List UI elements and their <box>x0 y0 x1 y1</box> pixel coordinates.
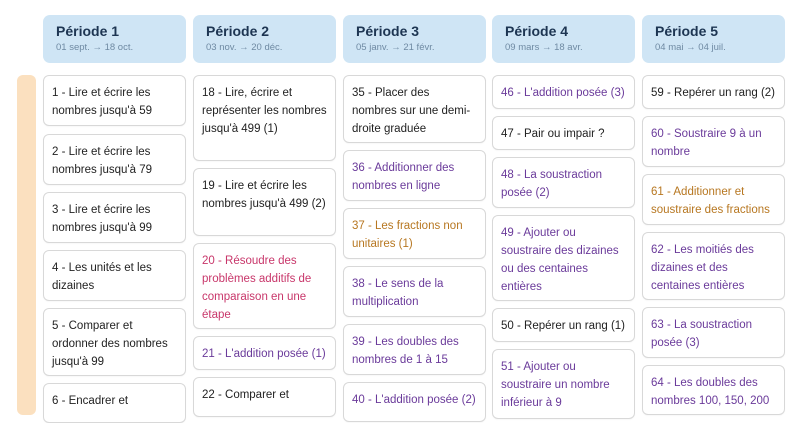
lesson-card[interactable]: 1 - Lire et écrire les nombres jusqu'à 59 <box>43 75 186 126</box>
side-strip <box>17 75 36 415</box>
lesson-card[interactable]: 49 - Ajouter ou soustraire des dizaines ou des centaines entières <box>492 215 635 301</box>
period-dates: 09 mars → 18 avr. <box>505 42 583 53</box>
lesson-card[interactable]: 21 - L'addition posée (1) <box>193 336 336 370</box>
lesson-card[interactable]: 62 - Les moitiés des dizaines et des centaines entières <box>642 232 785 300</box>
period-title: Période 1 <box>56 23 120 39</box>
period-header[interactable] <box>43 15 186 63</box>
period-2-header-col <box>193 15 336 63</box>
lesson-card[interactable]: 18 - Lire, écrire et représenter les nombres jusqu'à 499 (1) <box>193 75 336 161</box>
period-5-header-col <box>642 15 785 63</box>
period-dates: 05 janv. → 21 févr. <box>356 42 435 53</box>
lesson-card[interactable]: 6 - Encadrer et <box>43 383 186 423</box>
period-4-header-col <box>492 15 635 63</box>
lesson-card[interactable]: 60 - Soustraire 9 à un nombre <box>642 116 785 167</box>
lesson-card[interactable]: 50 - Repérer un rang (1) <box>492 308 635 342</box>
period-1-header-col <box>43 15 186 63</box>
lesson-card[interactable]: 3 - Lire et écrire les nombres jusqu'à 99 <box>43 192 186 243</box>
lesson-card[interactable]: 2 - Lire et écrire les nombres jusqu'à 79 <box>43 134 186 185</box>
period-title: Période 4 <box>505 23 569 39</box>
lesson-card[interactable]: 40 - L'addition posée (2) <box>343 382 486 422</box>
period-dates: 01 sept. → 18 oct. <box>56 42 134 53</box>
period-dates: 03 nov. → 20 déc. <box>206 42 283 53</box>
lesson-card[interactable]: 48 - La soustraction posée (2) <box>492 157 635 208</box>
lesson-card[interactable]: 61 - Additionner et soustraire des fractions <box>642 174 785 225</box>
period-header[interactable] <box>642 15 785 63</box>
period-title: Période 2 <box>206 23 270 39</box>
lesson-card[interactable]: 47 - Pair ou impair ? <box>492 116 635 150</box>
lesson-card[interactable]: 19 - Lire et écrire les nombres jusqu'à 499 (2) <box>193 168 336 236</box>
lesson-card[interactable]: 35 - Placer des nombres sur une demi-droite graduée <box>343 75 486 143</box>
period-header[interactable] <box>343 15 486 63</box>
period-dates: 04 mai → 04 juil. <box>655 42 726 53</box>
lesson-card[interactable]: 36 - Additionner des nombres en ligne <box>343 150 486 201</box>
period-title: Période 5 <box>655 23 719 39</box>
lesson-card[interactable]: 46 - L'addition posée (3) <box>492 75 635 109</box>
lesson-card[interactable]: 51 - Ajouter ou soustraire un nombre inférieur à 9 <box>492 349 635 419</box>
lesson-card[interactable]: 37 - Les fractions non unitaires (1) <box>343 208 486 259</box>
lesson-card[interactable]: 4 - Les unités et les dizaines <box>43 250 186 301</box>
lesson-card[interactable]: 63 - La soustraction posée (3) <box>642 307 785 358</box>
period-3-header-col <box>343 15 486 63</box>
lesson-card[interactable]: 20 - Résoudre des problèmes additifs de comparaison en une étape <box>193 243 336 329</box>
lesson-card[interactable]: 59 - Repérer un rang (2) <box>642 75 785 109</box>
period-header[interactable] <box>193 15 336 63</box>
lesson-card[interactable]: 39 - Les doubles des nombres de 1 à 15 <box>343 324 486 375</box>
lesson-card[interactable]: 38 - Le sens de la multiplication <box>343 266 486 317</box>
period-title: Période 3 <box>356 23 420 39</box>
lesson-card[interactable]: 22 - Comparer et <box>193 377 336 417</box>
period-header[interactable] <box>492 15 635 63</box>
lesson-card[interactable]: 64 - Les doubles des nombres 100, 150, 200 <box>642 365 785 415</box>
lesson-card[interactable]: 5 - Comparer et ordonner des nombres jusqu'à 99 <box>43 308 186 376</box>
